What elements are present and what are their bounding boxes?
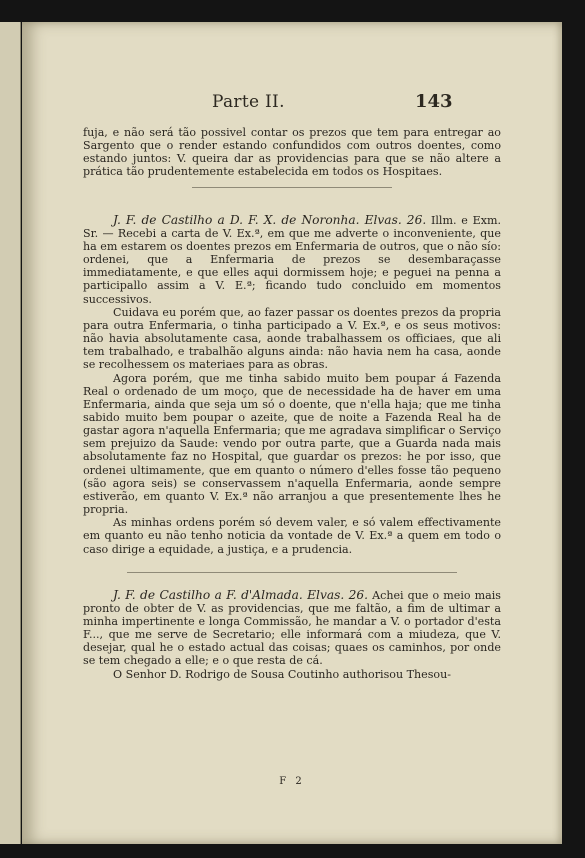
letter-1-paragraph-3: Agora porém, que me tinha sabido muito bem poupar á Fazenda Real o ordenado de um moço, que de necessidade ha de haver em uma Enfermaria, ainda que seja um só o doente, que n'ella haja; que me tinha sabido muito bem poupar o azeite, que de noite a Fazenda Real ha de gastar agora n'aquella Enfermaria; que me agradava simplificar o Serviço sem prejuizo da Saude: vendo por outra parte, que a Guarda nada mais absolutamente faz no Hospital, que guardar os prezos: he por isso, que ordenei ultimamente, que em quanto o número d'elles fosse tão pequeno (são agora seis) se conservassem n'aquella Enfermaria, aonde sempre estiverão, em quanto V. Ex.ª não arranjou a que presentemente lhes he propria.: [83, 371, 501, 517]
page-header: [22, 92, 562, 122]
letter-1-text-1: Illm. e Exm. Sr. — Recebi a carta de V. Ex.ª, em que me adverte o inconveniente, que ha em estarem os doentes prezos em Enfermaria de outros, que o não sío: ordenei, que a Enfermaria de prezos se desembaraçasse immediatamente, e que elles aqui dormissem hoje; e peguei na penna a participallo assim a V. E.ª; ficando tudo concluido em momentos successivos.: [83, 213, 502, 306]
letter-1-paragraph-4: As minhas ordens porém só devem valer, e só valem effectivamente em quanto eu não tenho noticia da vontade de V. Ex.ª a quem em todo o caso dirige a equidade, a justiça, e a prudencia.: [83, 516, 501, 556]
letter-2-heading: J. F. de Castilho a F. d'Almada. Elvas. 26.: [113, 587, 369, 602]
letter-2-paragraph-1: [83, 589, 501, 668]
running-head: Parte II.: [212, 92, 285, 112]
signature-mark: F 2: [279, 776, 305, 787]
page-number: 143: [415, 91, 453, 112]
book-page: [22, 22, 562, 844]
letter-1-paragraph-2: Cuidava eu porém que, ao fazer passar os doentes prezos da propria para outra Enfermaria, o tinha participado a V. Ex.ª, e os seus motivos: não havia absolutamente casa, aonde trabalhassem os officiaes, que ali tem trabalhado, e trabalhão alguns ainda: não havia nem ha casa, aonde se recolhessem os materiaes para as obras.: [83, 305, 501, 372]
page-body: [83, 126, 501, 681]
letter-1-heading: J. F. de Castilho a D. F. X. de Noronha. Elvas. 26.: [113, 212, 427, 227]
continued-paragraph: fuja, e não será tão possivel contar os prezos que tem para entregar ao Sargento que o render estando confundidos com outros doentes, como estando juntos: V. queira dar as providencias para que se não altere a prática tão prudentemente estabelecida em todos os Hospitaes.: [83, 126, 501, 179]
left-page-edge: [0, 22, 21, 844]
letter-1-paragraph-1: [83, 214, 501, 306]
letter-2-text-1: Achei que o meio mais pronto de obter de V. as providencias, que me faltão, a fim de ultimar a minha impertinente e longa Commissão, he mandar a V. o portador d'esta F..., que me serve de Secretario; elle informará com a miudeza, que V. desejar, qual he o estado actual das coisas; quaes os caminhos, por onde se tem chegado a elle; e o que resta de cá.: [83, 588, 501, 668]
section-divider: [192, 187, 392, 188]
section-divider-2: [127, 572, 457, 573]
letter-2-paragraph-2: O Senhor D. Rodrigo de Sousa Coutinho authorisou Thesou-: [113, 667, 452, 681]
